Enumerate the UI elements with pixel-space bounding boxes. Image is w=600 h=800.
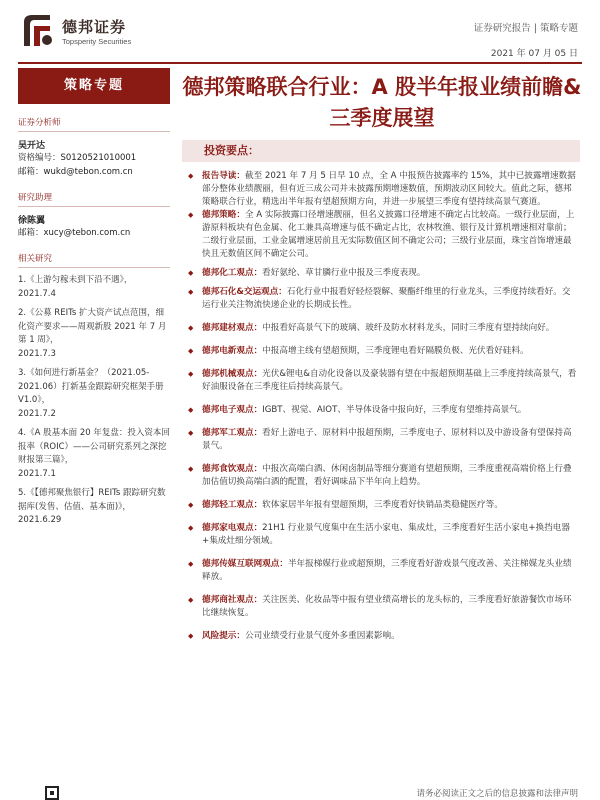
point-text: 公司业绩受行业景气度外多重因素影响。 <box>244 631 400 641</box>
investment-point <box>186 630 578 643</box>
investment-point <box>186 345 578 358</box>
brand-logo <box>20 12 195 52</box>
investment-point <box>186 170 578 209</box>
analyst-heading: 证券分析师 <box>18 116 170 132</box>
point-text: 中报次高端白酒、休闲卤制品等细分赛道有望超预期，三季度重视高端价格上行叠加估值切换高端白酒的配置，看好调味品下半年向上趋势。 <box>202 464 572 487</box>
point-label: 德邦电子观点： <box>202 405 263 415</box>
point-label: 风险提示： <box>202 631 245 641</box>
investment-point <box>186 427 578 453</box>
qr-code-icon <box>45 786 59 800</box>
report-date: 2021 年 07 月 05 日 <box>490 49 578 59</box>
related-item[interactable]: 5.《【德邦聚焦银行】REITs 跟踪研究数据库(发售、估值、基本面)》， 2021.6.29 <box>18 488 166 525</box>
investment-points-list <box>186 170 578 643</box>
investment-point <box>186 522 578 548</box>
point-label: 德邦商社观点： <box>202 595 263 605</box>
analyst-email[interactable]: 邮箱：wukd@tebon.com.cn <box>18 167 133 177</box>
point-label: 德邦家电观点： <box>202 523 263 533</box>
point-text: 中报高增主线有望超预期，三季度锂电看好隔膜负极、光伏看好硅料。 <box>262 346 529 356</box>
point-text: 中报看好高景气下的玻璃、玻纤及防水材料龙头，同时三季度有望持续向好。 <box>262 323 555 333</box>
investment-point <box>186 368 578 394</box>
assistant-heading: 研究助理 <box>18 191 170 207</box>
point-label: 德邦石化&交运观点： <box>202 287 287 297</box>
footer-disclaimer: 请务必阅读正文之后的信息披露和法律声明 <box>416 789 578 799</box>
investment-points-heading: 投资要点： <box>182 140 580 162</box>
point-text: 21H1 行业景气度集中在生活小家电、集成灶，三季度看好生活小家电+换挡电器+集成灶细分领域。 <box>202 523 570 546</box>
point-label: 德邦食饮观点： <box>202 464 263 474</box>
investment-point <box>186 267 578 280</box>
point-text: 看好氨纶、草甘膦行业中报及三季度表现。 <box>262 268 426 278</box>
point-label: 德邦电新观点： <box>202 346 263 356</box>
point-text: 全 A 实际披露口径增速靓丽，但名义披露口径增速不确定占比较高。一级行业层面，上游原料板块有色金属、化工兼具高增速与低不确定占比，农林牧渔、银行及计算机增速相对靠前；二级行业层面，工业金属增速居前且无实际数值区间不确定公司；三级行业层面，珠宝首饰增速最快且无数值区间不确定公司。 <box>202 210 575 259</box>
point-label: 报告导读： <box>202 171 245 181</box>
point-text: 看好上游电子、原材料中报超预期，三季度电子、原材料以及中游设备有望保持高景气。 <box>202 428 572 451</box>
point-label: 德邦策略： <box>202 210 245 220</box>
investment-point <box>186 209 578 261</box>
point-text: 光伏&锂电&自动化设备以及豪装器有望在中报超预期基础上三季度持续高景气，看好油服设备在三季度往后持续高景气。 <box>202 369 577 392</box>
assistant-name: 徐陈翼 <box>18 216 46 226</box>
logo-text-cn: 德邦证券 <box>62 18 127 36</box>
point-text: 半年报梯媒行业或超预期，三季度看好游戏景气度改善、关注梯媒龙头业绩释放。 <box>202 559 572 582</box>
point-label: 德邦建材观点： <box>202 323 263 333</box>
point-text: 截至 2021 年 7 月 5 日早 10 点，全 A 中报预告披露率约 15%，其中已披露增速数据部分整体业绩靓丽，但有近三成公司并未披露预期增速数值，预期波动区间较大。值此之际，德邦策略联合行业，精选出半年报有望超预期方向，并进一步展望三季度有望持续高景气赛道。 <box>202 171 576 207</box>
logo-emblem-icon <box>20 12 56 50</box>
related-item[interactable]: 2.《公募 REITs 扩大资产试点范围，细化资产要求——周观新股 2021 年 7 月第 1 周》， 2021.7.3 <box>18 308 167 359</box>
point-label: 德邦传媒互联网观点： <box>202 559 288 569</box>
topic-banner: 策略专题 <box>18 68 170 104</box>
report-title: 德邦策略联合行业：A 股半年报业绩前瞻&三季度展望 <box>182 75 582 130</box>
related-item[interactable]: 1.《上游匀稼未到下沿不遇》， 2021.7.4 <box>18 275 133 299</box>
point-label: 德邦化工观点： <box>202 268 263 278</box>
related-item[interactable]: 4.《A 股基本面 20 年复盘：投入资本回报率（ROIC）——公司研究系列之深挖财报第三篇》， 2021.7.1 <box>18 428 170 479</box>
point-label: 德邦机械观点： <box>202 369 263 379</box>
analyst-cert: 资格编号：S0120521010001 <box>18 153 137 163</box>
point-text: 关注医美、化妆品等中报有望业绩高增长的龙头标的，三季度看好旅游餐饮市场环比继续恢复。 <box>202 595 572 618</box>
investment-point <box>186 558 578 584</box>
point-text: 石化行业中报看好轻烃裂解、聚酯纤维里的行业龙头，三季度持续看好。交运行业关注物流快递企业的长期成长性。 <box>202 287 571 310</box>
analyst-name: 吴开达 <box>18 141 46 151</box>
investment-point <box>186 594 578 620</box>
report-type: 证券研究报告 | 策略专题 <box>473 23 578 34</box>
investment-point <box>186 404 578 417</box>
investment-point <box>186 463 578 489</box>
logo-text-en: Topsperity Securities <box>62 37 132 46</box>
investment-point <box>186 322 578 335</box>
point-text: 软体家居半年报有望超预期，三季度看好快销品类稳健医疗等。 <box>262 500 503 510</box>
header-divider <box>18 62 582 64</box>
point-label: 德邦轻工观点： <box>202 500 263 510</box>
assistant-email[interactable]: 邮箱：xucy@tebon.com.cn <box>18 228 131 238</box>
related-item[interactable]: 3.《如何进行新基金？（2021.05-2021.06）打新基金跟踪研究框架手册 V1.0》， 2021.7.2 <box>18 368 164 419</box>
point-text: IGBT、视觉、AIOT、半导体设备中报向好，三季度有望维持高景气。 <box>262 405 527 415</box>
related-heading: 相关研究 <box>18 252 170 268</box>
point-label: 德邦军工观点： <box>202 428 263 438</box>
investment-point <box>186 499 578 512</box>
sidebar <box>18 68 170 528</box>
investment-point <box>186 286 578 312</box>
